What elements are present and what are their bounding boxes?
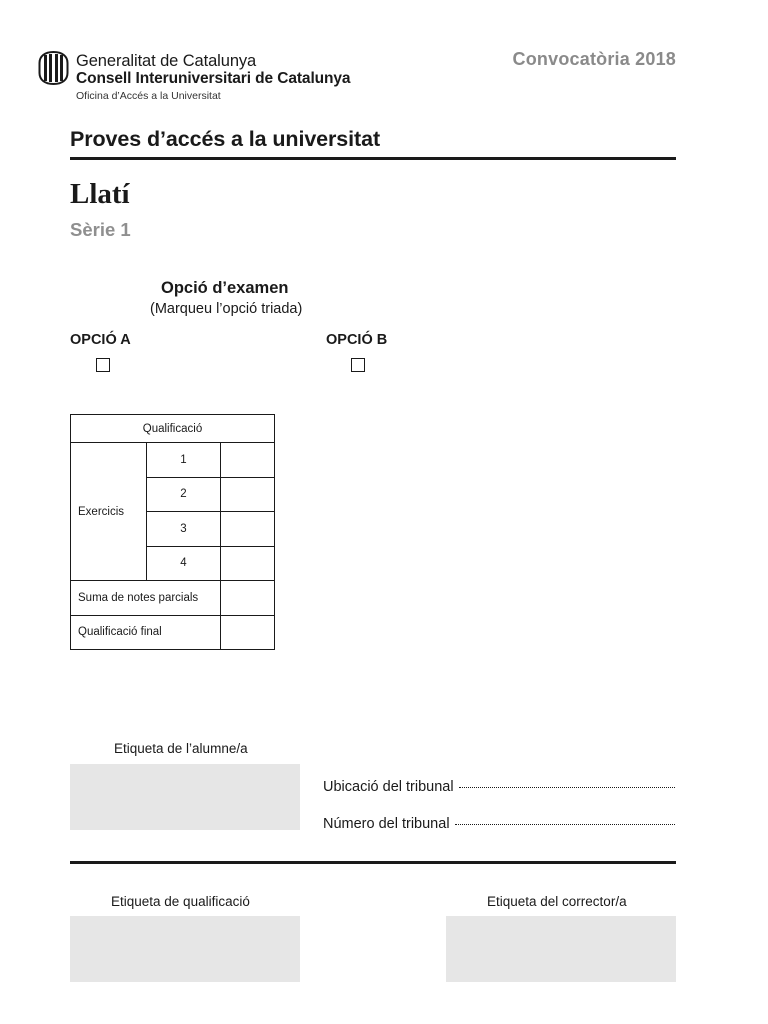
exercise-number: 3 bbox=[147, 512, 221, 547]
grading-header: Qualificació bbox=[71, 415, 275, 443]
exercise-1-score-cell[interactable] bbox=[221, 443, 275, 478]
option-a-checkbox[interactable] bbox=[96, 358, 110, 372]
qualification-sticker-area[interactable] bbox=[70, 916, 300, 982]
student-sticker-area[interactable] bbox=[70, 764, 300, 830]
table-row bbox=[71, 443, 275, 478]
exercise-2-score-cell[interactable] bbox=[221, 477, 275, 512]
header-divider bbox=[70, 157, 676, 160]
option-b-label: OPCIÓ B bbox=[326, 332, 388, 348]
page-title: Proves d’accés a la universitat bbox=[70, 127, 381, 151]
subject-title: Llatí bbox=[70, 178, 130, 210]
option-b-checkbox[interactable] bbox=[351, 358, 365, 372]
table-row bbox=[71, 581, 275, 616]
grading-table bbox=[70, 414, 275, 650]
section-divider bbox=[70, 861, 676, 864]
final-grade-cell[interactable] bbox=[221, 615, 275, 650]
exam-option-instructions: (Marqueu l’opció triada) bbox=[150, 301, 303, 317]
exercise-number: 4 bbox=[147, 546, 221, 581]
option-a-label: OPCIÓ A bbox=[70, 332, 131, 348]
tribunal-location-label: Ubicació del tribunal bbox=[323, 779, 454, 795]
table-row bbox=[71, 415, 275, 443]
tribunal-location-input[interactable] bbox=[459, 787, 675, 788]
final-grade-label: Qualificació final bbox=[71, 615, 221, 650]
exercise-4-score-cell[interactable] bbox=[221, 546, 275, 581]
catalonia-emblem-icon bbox=[38, 51, 69, 85]
org-name: Generalitat de Catalunya bbox=[76, 52, 257, 70]
council-name: Consell Interuniversitari de Catalunya bbox=[76, 70, 351, 87]
tribunal-number-input[interactable] bbox=[455, 824, 675, 825]
tribunal-number-label: Número del tribunal bbox=[323, 816, 450, 832]
serie-label: Sèrie 1 bbox=[70, 219, 131, 240]
student-label-caption: Etiqueta de l’alumne/a bbox=[114, 741, 248, 756]
convocatoria-year: Convocatòria 2018 bbox=[512, 49, 676, 69]
exercises-label: Exercicis bbox=[71, 443, 147, 581]
corrector-label-caption: Etiqueta del corrector/a bbox=[487, 894, 627, 909]
exam-option-title: Opció d’examen bbox=[161, 279, 289, 297]
exercise-number: 1 bbox=[147, 443, 221, 478]
qualification-label-caption: Etiqueta de qualificació bbox=[111, 894, 250, 909]
partial-sum-label: Suma de notes parcials bbox=[71, 581, 221, 616]
corrector-sticker-area[interactable] bbox=[446, 916, 676, 982]
tribunal-location-field bbox=[323, 779, 675, 795]
exercise-3-score-cell[interactable] bbox=[221, 512, 275, 547]
office-name: Oficina d’Accés a la Universitat bbox=[76, 90, 221, 102]
partial-sum-cell[interactable] bbox=[221, 581, 275, 616]
exercise-number: 2 bbox=[147, 477, 221, 512]
table-row bbox=[71, 615, 275, 650]
tribunal-number-field bbox=[323, 816, 675, 832]
